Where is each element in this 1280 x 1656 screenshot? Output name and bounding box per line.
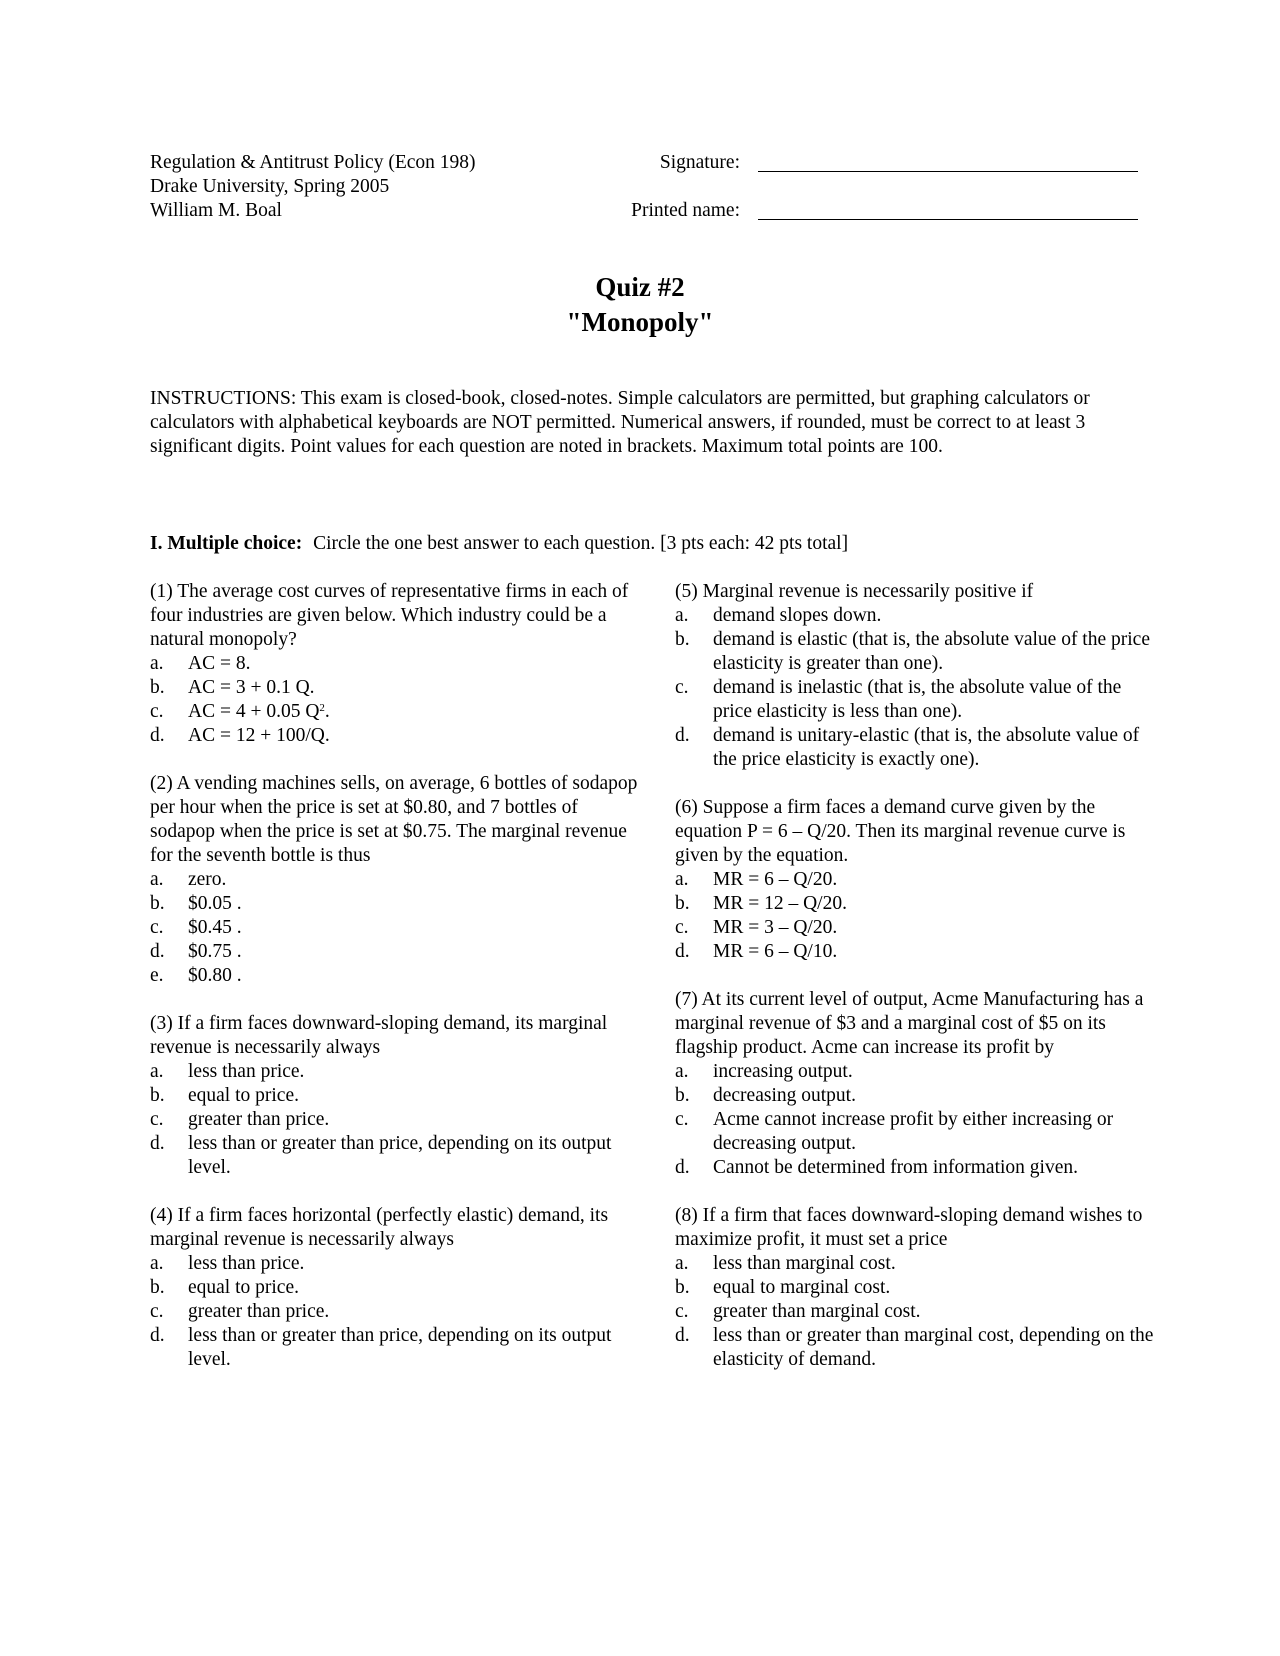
question-text: (2) A vending machines sells, on average, 6 bottles of sodapop per hour when the price is set at $0.80, and 7 bottles of sodapop when the price is set at $0.75. The marginal revenue for the seventh bottle is thus <box>150 773 638 866</box>
answer-option-c[interactable] <box>150 916 640 940</box>
option-text: demand is elastic (that is, the absolute value of the price elasticity is greater than one). <box>713 629 1150 674</box>
option-text-wrap <box>188 1300 640 1324</box>
option-letter: c. <box>150 701 164 722</box>
option-letter: d. <box>150 1133 165 1154</box>
question-8 <box>675 1204 1165 1372</box>
option-text: decreasing output. <box>713 1085 856 1106</box>
option-letter: b. <box>150 1277 165 1298</box>
option-letter: b. <box>675 1277 690 1298</box>
option-text: AC = 4 + 0.05 Q <box>188 701 320 722</box>
answer-option-d[interactable] <box>675 1324 1165 1372</box>
printed-name-label: Printed name: <box>631 200 740 221</box>
option-text-wrap <box>713 892 1165 916</box>
option-text-wrap <box>188 892 640 916</box>
option-letter: c. <box>675 1301 689 1322</box>
option-text: demand is inelastic (that is, the absolute value of the price elasticity is less than one). <box>713 677 1122 722</box>
printed-name-line[interactable] <box>758 199 1138 220</box>
option-letter: d. <box>150 725 165 746</box>
option-letter: b. <box>150 677 165 698</box>
question-text: (8) If a firm that faces downward-sloping demand wishes to maximize profit, it must set a price <box>675 1205 1143 1250</box>
answer-option-a[interactable] <box>150 868 640 892</box>
option-text: less than price. <box>188 1061 305 1082</box>
option-text: AC = 12 + 100/Q. <box>188 725 330 746</box>
option-letter: e. <box>150 965 164 986</box>
answer-option-d[interactable] <box>150 1132 640 1180</box>
answer-option-b[interactable] <box>675 1084 1165 1108</box>
option-text-wrap <box>188 1324 640 1372</box>
option-text: MR = 6 – Q/10. <box>713 941 838 962</box>
option-text: greater than price. <box>188 1109 330 1130</box>
section-label: I. Multiple choice: <box>150 533 303 554</box>
option-text: less than marginal cost. <box>713 1253 896 1274</box>
left-column <box>150 580 640 1396</box>
answer-option-c[interactable] <box>150 1300 640 1324</box>
answer-option-b[interactable] <box>675 628 1165 676</box>
section-heading <box>150 532 848 556</box>
question-text: (1) The average cost curves of representative firms in each of four industries are given below. Which industry could be a natural monopoly? <box>150 581 629 650</box>
answer-option-a[interactable] <box>150 652 640 676</box>
option-text-wrap <box>713 676 1165 724</box>
answer-option-d[interactable] <box>150 724 640 748</box>
option-text-wrap <box>713 1276 1165 1300</box>
quiz-topic: "Monopoly" <box>566 307 714 337</box>
question-2 <box>150 772 640 988</box>
option-text-wrap <box>188 1132 640 1180</box>
option-text: equal to price. <box>188 1085 299 1106</box>
option-text: $0.80 . <box>188 965 242 986</box>
option-text-wrap <box>713 724 1165 772</box>
option-letter: d. <box>675 1325 690 1346</box>
answer-option-c[interactable] <box>150 1108 640 1132</box>
answer-option-d[interactable] <box>675 724 1165 772</box>
printed-name-row <box>540 199 1140 223</box>
answer-option-b[interactable] <box>150 892 640 916</box>
option-text-wrap <box>713 1084 1165 1108</box>
option-text-wrap <box>713 916 1165 940</box>
answer-option-a[interactable] <box>675 1252 1165 1276</box>
option-text-wrap <box>188 1084 640 1108</box>
option-text: Cannot be determined from information given. <box>713 1157 1078 1178</box>
answer-option-b[interactable] <box>675 1276 1165 1300</box>
question-7 <box>675 988 1165 1180</box>
option-text: equal to price. <box>188 1277 299 1298</box>
answer-option-a[interactable] <box>150 1252 640 1276</box>
option-letter: c. <box>675 917 689 938</box>
option-text-wrap <box>188 868 640 892</box>
option-text-wrap <box>713 604 1165 628</box>
option-text-wrap <box>188 916 640 940</box>
course-info <box>150 151 476 223</box>
option-letter: d. <box>675 1157 690 1178</box>
answer-option-a[interactable] <box>675 604 1165 628</box>
option-text-wrap <box>188 652 640 676</box>
option-text: AC = 3 + 0.1 Q. <box>188 677 315 698</box>
option-letter: b. <box>675 629 690 650</box>
option-text-wrap <box>713 628 1165 676</box>
option-text: MR = 6 – Q/20. <box>713 869 838 890</box>
question-3 <box>150 1012 640 1180</box>
answer-option-d[interactable] <box>150 1324 640 1372</box>
option-letter: d. <box>675 941 690 962</box>
option-text-wrap <box>188 1252 640 1276</box>
option-text-wrap <box>188 940 640 964</box>
quiz-title <box>0 270 1280 340</box>
question-text: (4) If a firm faces horizontal (perfectly elastic) demand, its marginal revenue is necessarily always <box>150 1205 609 1250</box>
question-text: (7) At its current level of output, Acme Manufacturing has a marginal revenue of $3 and a marginal cost of $5 on its flagship product. Acme can increase its profit by <box>675 989 1144 1058</box>
option-letter: b. <box>150 893 165 914</box>
option-letter: b. <box>150 1085 165 1106</box>
option-text: equal to marginal cost. <box>713 1277 891 1298</box>
option-text: greater than marginal cost. <box>713 1301 921 1322</box>
option-letter: a. <box>675 1061 689 1082</box>
option-letter: b. <box>675 1085 690 1106</box>
question-text: (3) If a firm faces downward-sloping demand, its marginal revenue is necessarily always <box>150 1013 608 1058</box>
right-column <box>675 580 1165 1396</box>
signature-row <box>540 151 1140 175</box>
question-text: (6) Suppose a firm faces a demand curve given by the equation P = 6 – Q/20. Then its marginal revenue curve is given by the equation. <box>675 797 1126 866</box>
option-text-suffix: . <box>324 701 330 722</box>
option-letter: b. <box>675 893 690 914</box>
answer-option-e[interactable] <box>150 964 640 988</box>
option-text: less than or greater than marginal cost, depending on the elasticity of demand. <box>713 1325 1154 1370</box>
option-letter: c. <box>675 1109 689 1130</box>
course-title: Regulation & Antitrust Policy (Econ 198) <box>150 152 476 173</box>
signature-label: Signature: <box>659 152 740 173</box>
option-text: zero. <box>188 869 227 890</box>
answer-option-d[interactable] <box>150 940 640 964</box>
answer-option-a[interactable] <box>150 1060 640 1084</box>
answer-option-b[interactable] <box>675 892 1165 916</box>
option-text: greater than price. <box>188 1301 330 1322</box>
option-letter: a. <box>150 1253 164 1274</box>
answer-option-a[interactable] <box>675 1060 1165 1084</box>
quiz-number: Quiz #2 <box>595 272 685 302</box>
answer-option-b[interactable] <box>150 676 640 700</box>
option-text: Acme cannot increase profit by either increasing or decreasing output. <box>713 1109 1114 1154</box>
question-4 <box>150 1204 640 1372</box>
answer-option-d[interactable] <box>675 940 1165 964</box>
option-text-wrap <box>713 1252 1165 1276</box>
instructions: INSTRUCTIONS: This exam is closed-book, closed-notes. Simple calculators are permitted, but graphing calculators or calculators with alphabetical keyboards are NOT permitted. Numerical answers, if rounded, must be correct to at least 3 significant digits. Point values for each question are noted in brackets. Maximum total points are 100. <box>150 388 1090 457</box>
option-text: $0.75 . <box>188 941 242 962</box>
option-letter: c. <box>150 1301 164 1322</box>
option-text: increasing output. <box>713 1061 853 1082</box>
option-text-wrap <box>188 1276 640 1300</box>
option-text: MR = 3 – Q/20. <box>713 917 838 938</box>
option-text-wrap <box>713 1300 1165 1324</box>
question-1 <box>150 580 640 748</box>
option-letter: a. <box>150 1061 164 1082</box>
option-text: $0.45 . <box>188 917 242 938</box>
question-6 <box>675 796 1165 964</box>
option-letter: a. <box>675 869 689 890</box>
option-text: AC = 8. <box>188 653 251 674</box>
option-letter: c. <box>150 917 164 938</box>
option-letter: a. <box>675 1253 689 1274</box>
section-text: Circle the one best answer to each question. [3 pts each: 42 pts total] <box>313 533 849 554</box>
option-letter: a. <box>150 653 164 674</box>
option-text: $0.05 . <box>188 893 242 914</box>
answer-option-c[interactable] <box>675 1108 1165 1156</box>
answer-option-d[interactable] <box>675 1156 1165 1180</box>
school-term: Drake University, Spring 2005 <box>150 176 390 197</box>
option-letter: c. <box>675 677 689 698</box>
option-text: demand is unitary-elastic (that is, the absolute value of the price elasticity is exactly one). <box>713 725 1140 770</box>
option-letter: d. <box>675 725 690 746</box>
answer-option-c[interactable] <box>675 1300 1165 1324</box>
option-text-wrap <box>713 868 1165 892</box>
option-text-wrap <box>188 964 640 988</box>
option-text-wrap <box>188 1108 640 1132</box>
option-letter: a. <box>150 869 164 890</box>
signature-line[interactable] <box>758 151 1138 172</box>
option-text-wrap <box>188 724 640 748</box>
option-text-wrap <box>188 676 640 700</box>
option-text: MR = 12 – Q/20. <box>713 893 847 914</box>
question-text: (5) Marginal revenue is necessarily positive if <box>675 581 1034 602</box>
answer-option-c[interactable] <box>675 916 1165 940</box>
option-text-wrap <box>713 1324 1165 1372</box>
option-text-wrap <box>188 700 640 724</box>
option-letter: d. <box>150 941 165 962</box>
instructor-name: William M. Boal <box>150 200 282 221</box>
question-5 <box>675 580 1165 772</box>
option-text-wrap <box>713 1156 1165 1180</box>
option-letter: d. <box>150 1325 165 1346</box>
option-text-wrap <box>713 1108 1165 1156</box>
option-text-wrap <box>713 1060 1165 1084</box>
option-text-wrap <box>713 940 1165 964</box>
option-text: less than price. <box>188 1253 305 1274</box>
option-letter: c. <box>150 1109 164 1130</box>
option-letter: a. <box>675 605 689 626</box>
option-text: demand slopes down. <box>713 605 882 626</box>
answer-option-b[interactable] <box>150 1084 640 1108</box>
option-text-wrap <box>188 1060 640 1084</box>
option-text: less than or greater than price, depending on its output level. <box>188 1325 612 1370</box>
answer-option-c[interactable] <box>150 700 640 724</box>
answer-option-b[interactable] <box>150 1276 640 1300</box>
answer-option-a[interactable] <box>675 868 1165 892</box>
answer-option-c[interactable] <box>675 676 1165 724</box>
option-superscript: 2 <box>319 702 325 714</box>
option-text: less than or greater than price, depending on its output level. <box>188 1133 612 1178</box>
